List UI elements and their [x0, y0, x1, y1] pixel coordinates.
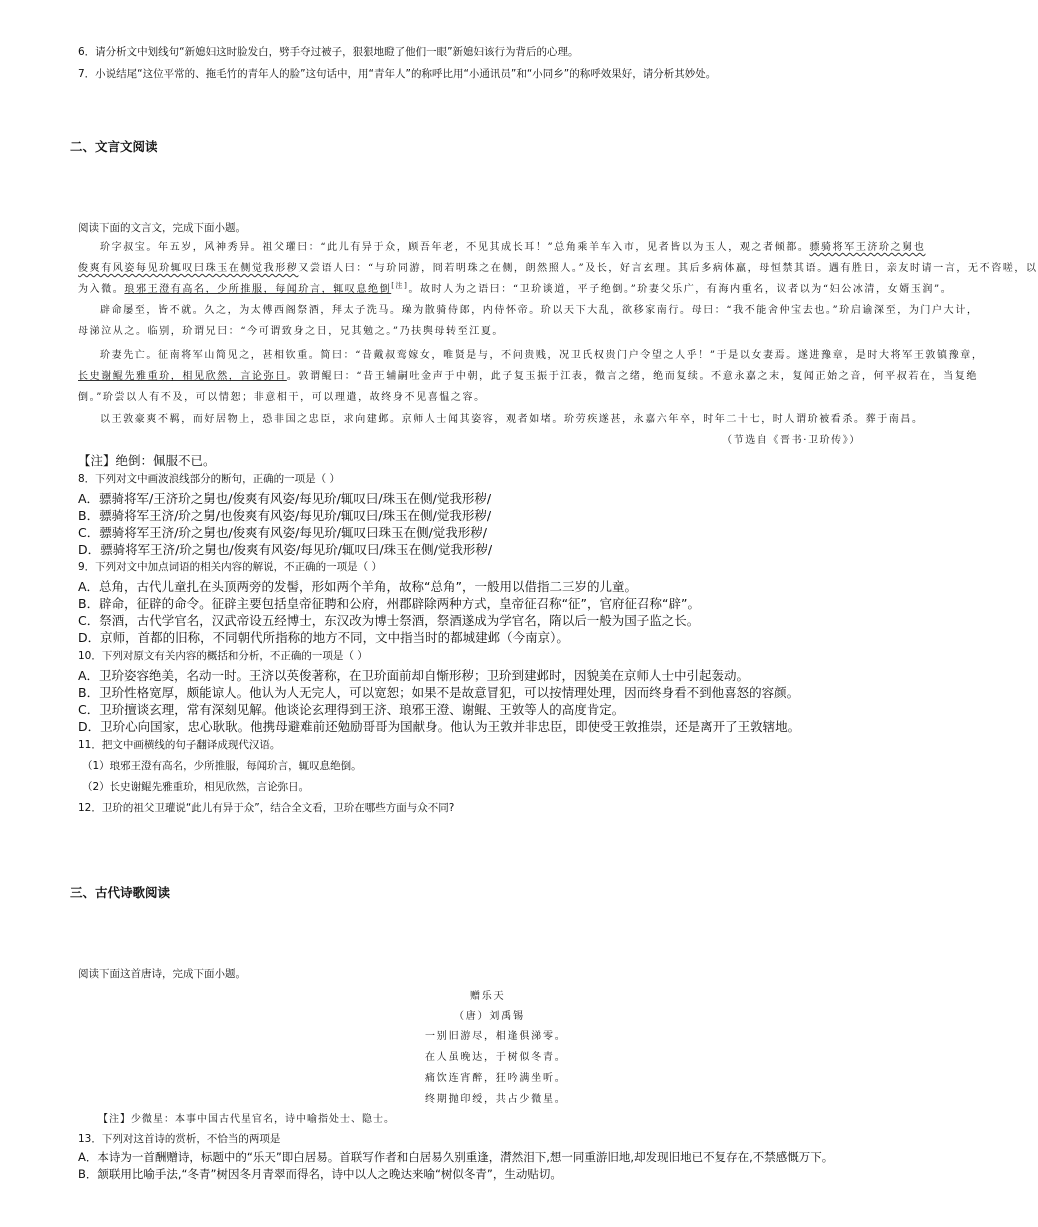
underlined-sentence-1: 琅邪王澄有高名，少所推服，每闻玠言，辄叹息绝倒	[124, 284, 392, 295]
question-9-option-c[interactable]: C．祭酒，古代学官名，汉武帝设五经博士，东汉改为博士祭酒，祭酒遂成为学官名，隋以后一般为国子监之长。	[78, 613, 700, 628]
passage-line	[78, 280, 953, 295]
poem-line: 在人虽晚达，于树似冬青。	[425, 1052, 567, 1063]
underlined-sentence-2: 长史谢鲲先雅重玠，相见欣然，言论弥日	[78, 371, 287, 382]
question-10-option-b[interactable]: B．卫玠性格宽厚，颇能谅人。他认为人无完人，可以宽恕；如果不是故意冒犯，可以按情理处理，因而终身看不到他喜怒的容颜。	[78, 685, 800, 700]
section-heading-classical-poetry: 三、古代诗歌阅读	[70, 885, 171, 900]
question-10-stem: 10．下列对原文有关内容的概括和分析，不正确的一项是（ ）	[78, 650, 368, 662]
question-12: 12．卫玠的祖父卫瓘说“此儿有异于众”，结合全文看，卫玠在哪些方面与众不同?	[78, 802, 455, 814]
question-7: 7．小说结尾“这位平常的、拖毛竹的青年人的脸”这句话中，用“青年人”的称呼比用“小通讯员”和“小同乡”的称呼效果好，请分析其妙处。	[78, 68, 717, 80]
section-heading-classical-chinese: 二、文言文阅读	[70, 139, 158, 154]
passage-line: 玠妻先亡。征南将军山简见之，甚相钦重。简曰：“昔戴叔鸾嫁女，唯贤是与，不问贵贱，况卫氏权贵门户令望之人乎！”于是以女妻焉。遂进豫章，是时大将军王敦镇豫章，	[100, 350, 984, 361]
question-11-sentence-2: （2）长史谢鲲先雅重玠，相见欣然，言论弥日。	[82, 781, 310, 793]
question-10-option-c[interactable]: C．卫玠擅谈玄理，常有深刻见解。他谈论玄理得到王济、琅邪王澄、谢鲲、王敦等人的高度肯定。	[78, 702, 625, 717]
poem-note: 【注】少微星：本事中国古代星官名，诗中喻指处士、隐士。	[98, 1114, 395, 1125]
question-8-option-a[interactable]: A．骠骑将军/王济玠之舅也/俊爽有风姿/每见玠/辄叹曰/珠玉在侧/觉我形秽/	[78, 491, 492, 506]
question-11-sentence-1: （1）琅邪王澄有高名，少所推服，每闻玠言，辄叹息绝倒。	[82, 760, 362, 772]
question-10-option-a[interactable]: A．卫玠姿容绝美，名动一时。王济以英俊著称，在卫玠面前却自惭形秽；卫玠到建邺时，因貌美在京师人士中引起轰动。	[78, 668, 750, 683]
question-13-option-b[interactable]: B．颔联用比喻手法,“冬青”树因冬月青翠而得名，诗中以人之晚达来喻“树似冬青”，生动贴切。	[78, 1167, 562, 1181]
wavy-underlined-text: 骠骑将军王济玠之舅也	[809, 242, 926, 253]
question-9-option-d[interactable]: D．京师，首都的旧称，不同朝代所指称的地方不同，文中指当时的都城建邺（今南京）。	[78, 630, 569, 645]
passage-text: 为入微。	[78, 284, 125, 295]
note-marker: [注]	[391, 281, 409, 290]
question-8-option-d[interactable]: D．骠骑将军王济/玠之舅也/俊爽有风姿/每见玠/辄叹曰/珠玉在侧/觉我形秽/	[78, 542, 493, 557]
question-11-stem: 11．把文中画横线的句子翻译成现代汉语。	[78, 739, 281, 751]
passage-text: 玠字叔宝。年五岁，风神秀异。祖父瓘曰：“此儿有异于众，顾吾年老，不见其成长耳！”总角乘羊车入市，见者皆以为玉人，观之者倾都。	[100, 242, 810, 253]
question-8-option-b[interactable]: B．骠骑将军王济/玠之舅/也俊爽有风姿/每见玠/辄叹曰/珠玉在侧/觉我形秽/	[78, 508, 492, 523]
passage-text: 。敦谓鲲曰：“昔王辅嗣吐金声于中朝，此子复玉振于江表，微言之绪，绝而复续。不意永嘉之末，复闻正始之音，何平叔若在，当复绝	[286, 371, 978, 382]
poem-author: （唐）刘禹锡	[454, 1011, 525, 1022]
passage-source: （节选自《晋书·卫玠传》）	[722, 435, 861, 446]
poem-line: 一别旧游尽，相逢俱涕零。	[425, 1031, 567, 1042]
passage-line: 辟命屡至，皆不就。久之，为太傅西阁祭酒，拜太子洗马。璪为散骑侍郎，内侍怀帝。玠以天下大乱，欲移家南行。母曰：“我不能舍仲宝去也。”玠启谕深至，为门户大计，	[100, 305, 979, 316]
question-9-stem: 9．下列对文中加点词语的相关内容的解说，不正确的一项是（ ）	[78, 561, 383, 573]
passage-line	[78, 367, 978, 382]
passage-line	[100, 238, 926, 253]
passage-text: 。故时人为之语曰：“卫玠谈道，平子绝倒。”玠妻父乐广，有海内重名，议者以为“妇公冰清，女婿玉润”。	[408, 284, 953, 295]
question-9-option-a[interactable]: A．总角，古代儿童扎在头顶两旁的发髻，形如两个羊角，故称“总角”，一般用以借指二三岁的儿童。	[78, 579, 638, 594]
question-8-stem: 8．下列对文中画波浪线部分的断句，正确的一项是（ ）	[78, 473, 341, 485]
question-6: 6．请分析文中划线句“新媳妇这时脸发白，劈手夺过被子，狠狠地瞪了他们一眼”新媳妇该行为背后的心理。	[78, 46, 579, 58]
section-intro: 阅读下面这首唐诗，完成下面小题。	[78, 968, 246, 980]
poem-title: 赠乐天	[470, 991, 506, 1002]
question-9-option-b[interactable]: B．辟命，征辟的命令。征辟主要包括皇帝征聘和公府，州郡辟除两种方式，皇帝征召称“征”，官府征召称“辟”。	[78, 596, 700, 611]
question-13-stem: 13．下列对这首诗的赏析，不恰当的两项是	[78, 1133, 281, 1145]
passage-line: 倒。”玠尝以人有不及，可以情恕；非意相干，可以理遣，故终身不见喜愠之容。	[78, 392, 486, 403]
question-13-option-a[interactable]: A．本诗为一首酬赠诗，标题中的“乐天”即白居易。首联写作者和白居易久别重逢，潸然泪下,想一同重游旧地,却发现旧地已不复存在,不禁感慨万下。	[78, 1150, 834, 1164]
poem-line: 终期抛印绶，共占少微星。	[425, 1094, 567, 1105]
annotation-note: 【注】绝倒：佩服不已。	[78, 453, 216, 468]
passage-line: 母涕泣从之。临别，玠谓兄曰：“今可谓致身之日，兄其勉之。”乃扶舆母转至江夏。	[78, 326, 505, 337]
section-intro: 阅读下面的文言文，完成下面小题。	[78, 222, 246, 234]
passage-line	[78, 259, 1038, 274]
poem-line: 痛饮连宵醉，狂吟满坐听。	[425, 1073, 567, 1084]
question-8-option-c[interactable]: C．骠骑将军王济/玠之舅也/俊爽有风姿/每见玠/辄叹曰珠玉在侧/觉我形秽/	[78, 525, 487, 540]
question-10-option-d[interactable]: D．卫玠心向国家，忠心耿耿。他携母避难前还勉励哥哥为国献身。他认为王敦并非忠臣，即使受王敦推崇，还是离开了王敦辖地。	[78, 719, 801, 734]
passage-text: 又尝语人曰：“与玠同游，冏若明珠之在侧，朗然照人。”及长，好言玄理。其后多病体羸，母恒禁其语。遇有胜日，亲友时请一言，无不咨嗟，以	[298, 263, 1038, 274]
wavy-underlined-text: 俊爽有风姿每见玠辄叹曰珠玉在侧觉我形秽	[78, 263, 299, 274]
passage-line: 以王敦豪爽不羁，而好居物上，恐非国之忠臣，求向建邺。京师人士闻其姿容，观者如堵。玠劳疾遂甚，永嘉六年卒，时年二十七，时人谓玠被看杀。葬于南昌。	[100, 414, 924, 425]
